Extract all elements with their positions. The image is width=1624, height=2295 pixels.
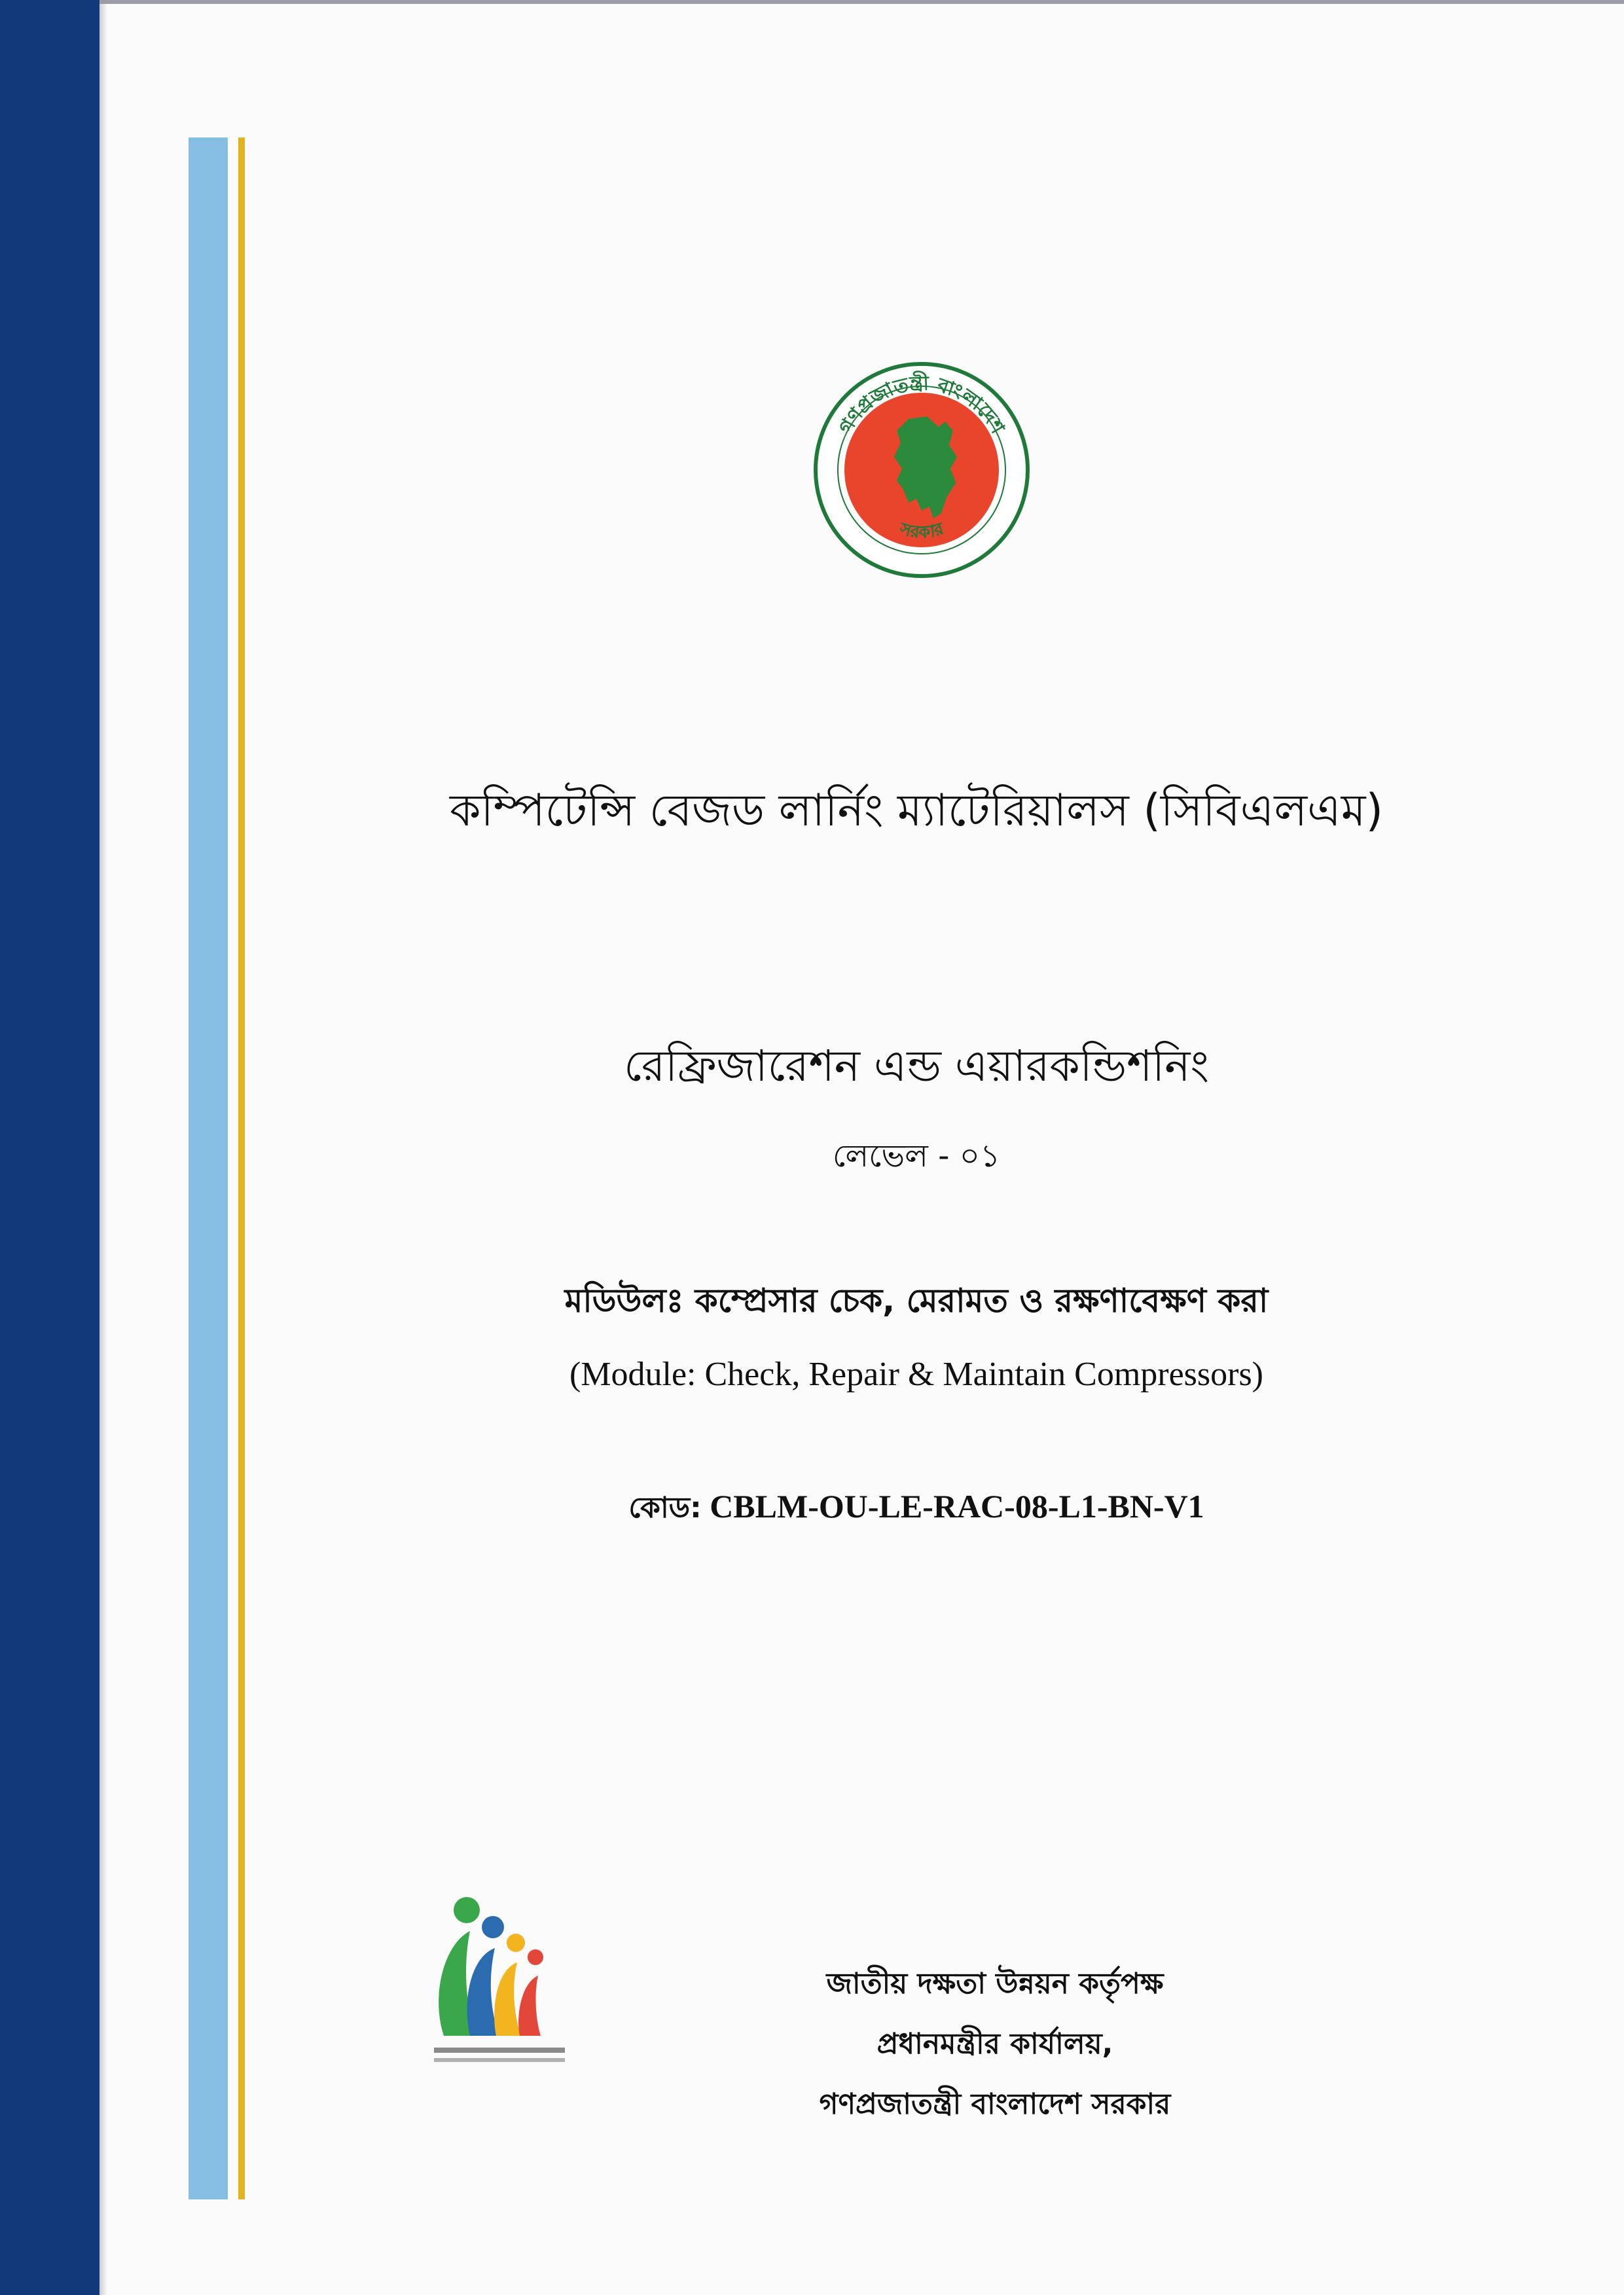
- code-value: CBLM-OU-LE-RAC-08-L1-BN-V1: [710, 1488, 1204, 1525]
- occupation-title: রেফ্রিজারেশন এন্ড এয়ারকন্ডিশনিং: [624, 1041, 1209, 1091]
- module-title-bengali: মডিউলঃ কম্প্রেসার চেক, মেরামত ও রক্ষণাবেক্ষণ করা: [564, 1282, 1269, 1320]
- code-label: কোড:: [628, 1491, 702, 1525]
- module-title-english: (Module: Check, Repair & Maintain Compressors): [569, 1356, 1264, 1393]
- svg-text:গণপ্রজাতন্ত্রী বাংলাদেশ: গণপ্রজাতন্ত্রী বাংলাদেশ: [834, 372, 1009, 438]
- top-edge: [99, 0, 1624, 4]
- light-blue-stripe: [189, 137, 228, 2199]
- publisher-block: [720, 1954, 1270, 2135]
- bangladesh-government-seal-icon: [810, 359, 1033, 581]
- nsda-logo-icon: [405, 1885, 601, 2082]
- document-code: [249, 1486, 1584, 1534]
- cover-title: কম্পিটেন্সি বেজড লার্নিং ম্যাটেরিয়ালস (সিবিএলএম): [449, 785, 1384, 837]
- spine-shadow: [99, 0, 107, 2295]
- gold-stripe: [238, 137, 245, 2199]
- publisher-line-1: জাতীয় দক্ষতা উন্নয়ন কর্তৃপক্ষ: [826, 1967, 1164, 2000]
- cover-spine: [0, 0, 99, 2295]
- svg-text:সরকার: সরকার: [897, 518, 947, 543]
- level-label: লেভেল - ০১: [832, 1138, 1001, 1174]
- publisher-line-2: প্রধানমন্ত্রীর কার্যালয়,: [876, 2027, 1113, 2061]
- publisher-line-3: গণপ্রজাতন্ত্রী বাংলাদেশ সরকার: [819, 2087, 1171, 2121]
